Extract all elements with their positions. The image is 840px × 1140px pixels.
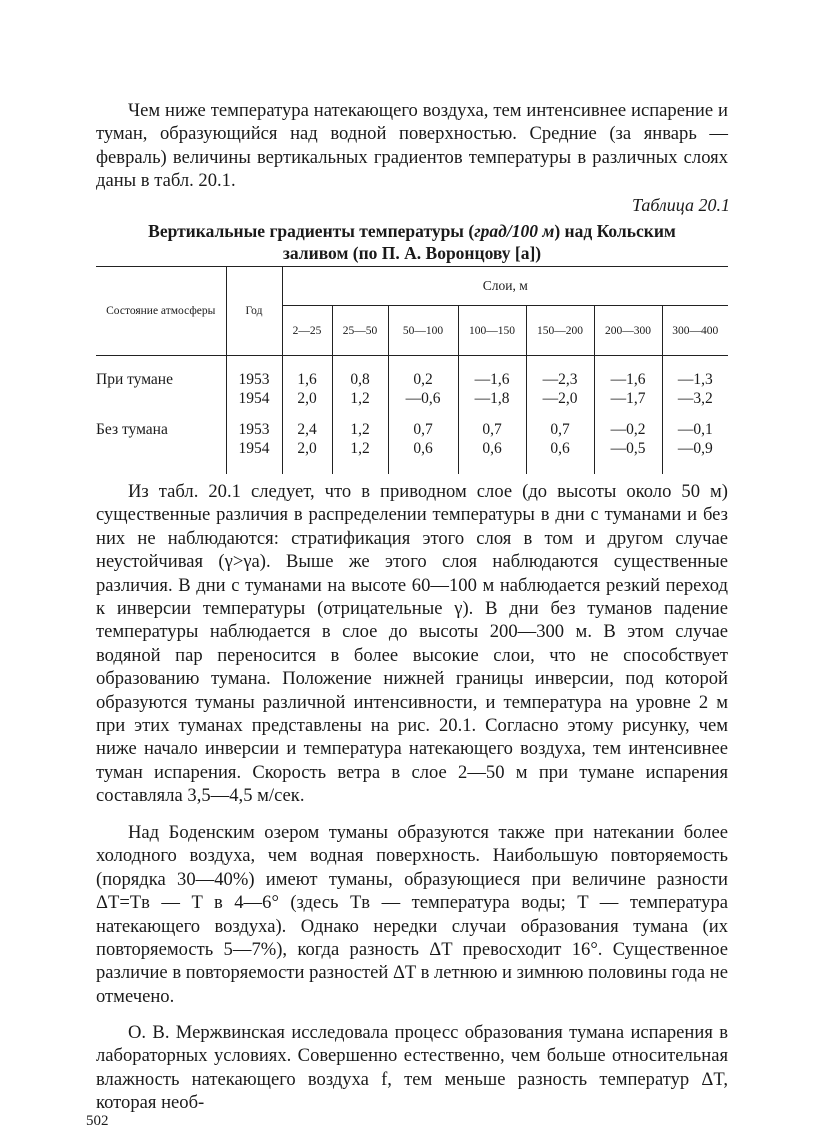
year-cell: 1953: [226, 420, 282, 439]
value-cell: —1,3: [677, 371, 713, 388]
value-cell: —0,1: [677, 421, 713, 438]
table-title-part-a: Вертикальные градиенты температуры (: [148, 221, 475, 241]
value-cell: —0,6: [388, 389, 458, 408]
table-title-unit: град/100 м: [474, 221, 555, 241]
table-row: [96, 420, 728, 439]
header-year: Год: [226, 267, 282, 356]
value-cell: —2,3: [526, 370, 594, 389]
value-cell: 0,7: [388, 420, 458, 439]
value-cell: 0,6: [526, 439, 594, 458]
value-cell: 2,0: [282, 439, 332, 458]
paragraph-analysis: Из табл. 20.1 следует, что в приводном слое (до высоты около 50 м) существенные различия в распределении температуры в дни с туманами и без них не наблюдаются: стратификация этого слоя в том и другом случае неустойчивая (γ>γa). Выше же этого слоя наблюдаются существенные различия. В дни с туманами на высоте 60—100 м наблюдается резкий переход к инверсии температуры (отрицательные γ). В дни без туманов падение температуры наблюдается в слое до высоты 200—300 м. В этом случае водяной пар переносится в более высокие слои, что не способствует образованию тумана. Положение нижней границы инверсии, под которой образуются туманы различной интенсивности, и температура на уровне 2 м при этих туманах представлены на рис. 20.1. Согласно этому рисунку, чем ниже начало инверсии и температура натекающего воздуха, тем интенсивнее туман испарения. Скорость ветра в слое 2—50 м при тумане испарения составляла 3,5—4,5 м/сек.: [96, 481, 728, 807]
value-cell: —0,5: [594, 439, 662, 458]
layer-header: 2—25: [282, 306, 332, 356]
table-title: [96, 220, 728, 264]
table-title-part-b: ) над Кольским: [554, 221, 676, 241]
table-label: Таблица 20.1: [631, 195, 730, 215]
value-cell: 0,6: [458, 439, 526, 458]
year-cell: 1953: [226, 370, 282, 389]
value-cell: 0,2: [388, 370, 458, 389]
row-label-fog: При тумане: [96, 370, 226, 408]
layer-header: 50—100: [388, 306, 458, 356]
value-cell: 0,7: [458, 420, 526, 439]
value-cell: —2,0: [526, 389, 594, 408]
layer-header: 100—150: [458, 306, 526, 356]
year-cell: 1954: [226, 389, 282, 408]
header-layers: Слои, м: [282, 267, 728, 306]
value-cell: 1,6: [282, 370, 332, 389]
value-cell: —1,6: [458, 370, 526, 389]
value-cell: —1,7: [594, 389, 662, 408]
page-number: 502: [86, 1113, 109, 1129]
value-cell: 0,6: [388, 439, 458, 458]
paragraph-lab: О. В. Мержвинская исследовала процесс образования тумана испарения в лабораторных условиях. Совершенно естественно, чем больше относительная влажность натекающего воздуха f, тем меньше разность температур ΔT, которая необ-: [96, 1022, 728, 1114]
table-row: [96, 370, 728, 389]
value-cell: 1,2: [332, 420, 388, 439]
layer-header: 25—50: [332, 306, 388, 356]
table-title-line2: заливом (по П. А. Воронцову [а]): [282, 243, 542, 263]
value-cell: —1,6: [594, 370, 662, 389]
row-label-no-fog: Без тумана: [96, 420, 226, 458]
value-cell: 2,0: [282, 389, 332, 408]
layer-header: 300—400: [672, 324, 719, 337]
value-cell: —0,2: [594, 420, 662, 439]
value-cell: 2,4: [282, 420, 332, 439]
value-cell: 0,8: [332, 370, 388, 389]
gradient-table: [96, 266, 728, 474]
value-cell: 1,2: [332, 439, 388, 458]
value-cell: —3,2: [677, 390, 713, 407]
header-state: Состояние атмосферы: [96, 267, 226, 356]
layer-header: 200—300: [594, 306, 662, 356]
value-cell: 1,2: [332, 389, 388, 408]
value-cell: —0,9: [677, 440, 713, 457]
value-cell: —1,8: [458, 389, 526, 408]
value-cell: 0,7: [526, 420, 594, 439]
paragraph-intro: Чем ниже температура натекающего воздуха, тем интенсивнее испарение и туман, образующийся над водной поверхностью. Средние (за январь — февраль) величины вертикальных градиентов температуры в различных слоях даны в табл. 20.1.: [96, 100, 728, 192]
year-cell: 1954: [226, 439, 282, 458]
paragraph-bodensee: Над Боденским озером туманы образуются также при натекании более холодного воздуха, чем водная поверхность. Наибольшую повторяемость (порядка 30—40%) имеют туманы, образующиеся при величине разности ΔT=Tв — T в 4—6° (здесь Tв — температура воды; T — температура натекающего воздуха). Однако нередки случаи образования тумана (их повторяемость 5—7%), когда разность ΔT превосходит 16°. Существенное различие в повторяемости разностей ΔT в летнюю и зимнюю половины года не отмечено.: [96, 822, 728, 1007]
layer-header: 150—200: [526, 306, 594, 356]
